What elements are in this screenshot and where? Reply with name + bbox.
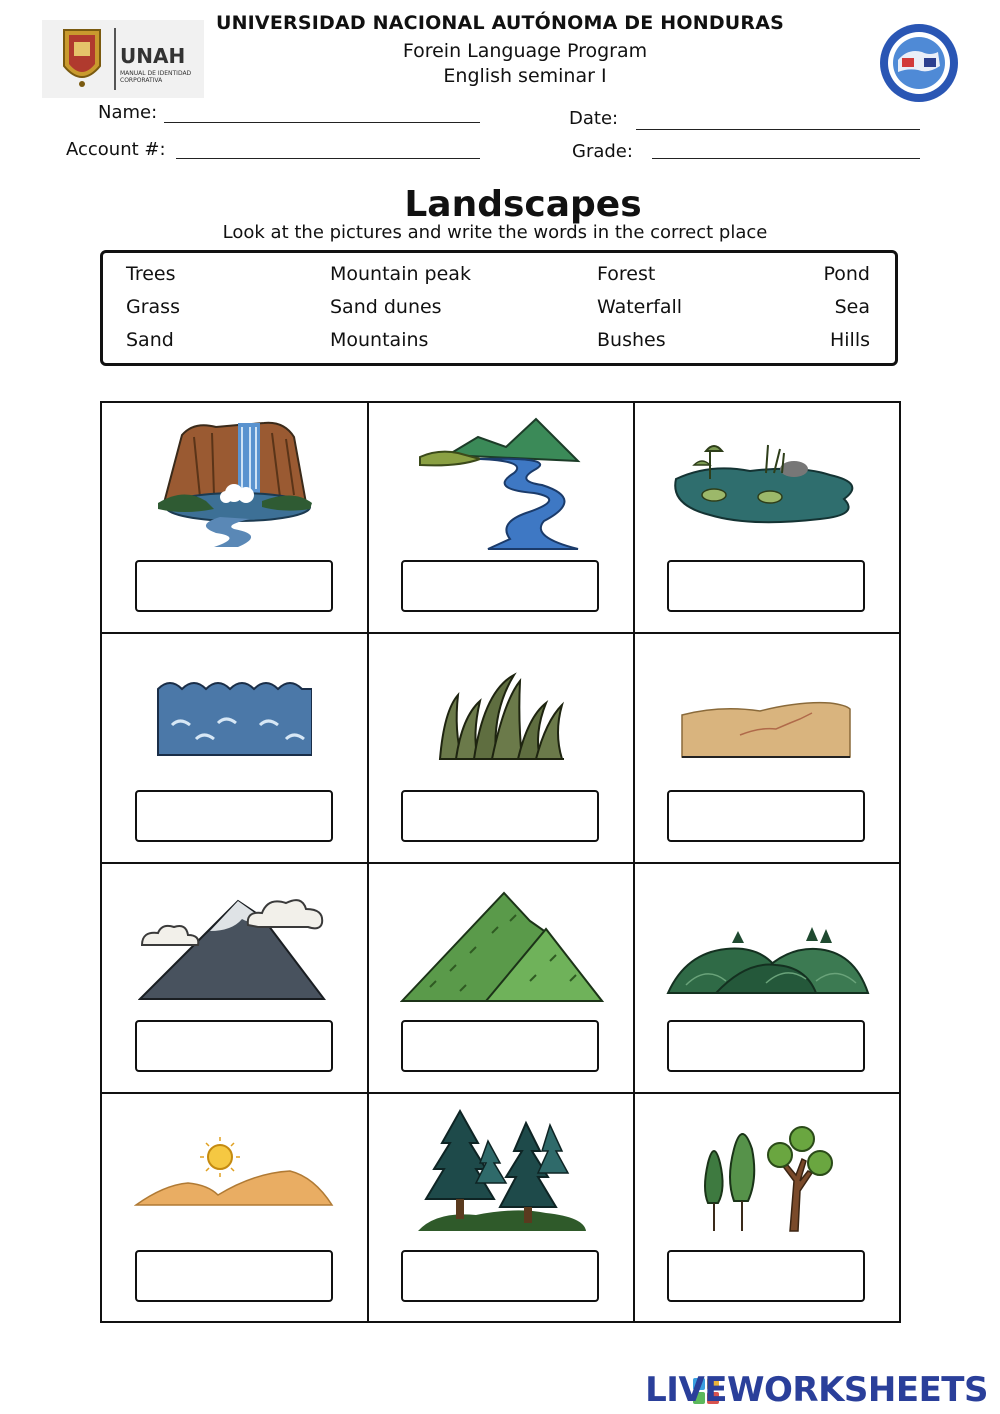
mountain-peak-picture	[138, 891, 328, 1003]
word-pond[interactable]: Pond	[823, 263, 870, 285]
word-sand[interactable]: Sand	[126, 329, 174, 351]
mountains-picture	[400, 891, 604, 1003]
grade-label: Grade:	[572, 141, 633, 162]
name-label: Name:	[98, 102, 158, 123]
answer-box-7[interactable]	[135, 1020, 333, 1072]
word-sand-dunes[interactable]: Sand dunes	[330, 296, 442, 318]
word-bushes[interactable]: Bushes	[597, 329, 666, 351]
grade-field[interactable]	[652, 158, 920, 159]
word-trees[interactable]: Trees	[126, 263, 176, 285]
word-bank	[100, 250, 898, 366]
bushes-picture	[666, 921, 870, 995]
answer-box-1[interactable]	[135, 560, 333, 612]
word-grass[interactable]: Grass	[126, 296, 180, 318]
grass-picture	[438, 671, 566, 761]
sand-picture	[680, 699, 852, 759]
date-field[interactable]	[636, 129, 920, 130]
forest-picture	[416, 1107, 588, 1233]
river-picture	[418, 415, 588, 551]
grid-divider	[102, 632, 899, 634]
answer-box-8[interactable]	[401, 1020, 599, 1072]
answer-box-9[interactable]	[667, 1020, 865, 1072]
answer-box-10[interactable]	[135, 1250, 333, 1302]
word-forest[interactable]: Forest	[597, 263, 656, 285]
pond-picture	[670, 435, 860, 525]
account-field[interactable]	[176, 158, 480, 159]
name-field[interactable]	[164, 122, 480, 123]
logo-text: UNAH	[120, 44, 186, 68]
answer-box-4[interactable]	[135, 790, 333, 842]
worksheet-instructions: Look at the pictures and write the words in the correct place	[222, 222, 768, 243]
logo-subtext: MANUAL DE IDENTIDAD CORPORATIVA	[120, 70, 192, 84]
course-name: English seminar I	[443, 65, 607, 87]
program-name: Forein Language Program	[402, 40, 648, 62]
university-name: UNIVERSIDAD NACIONAL AUTÓNOMA DE HONDURAS	[215, 12, 785, 34]
foreign-languages-seal-icon	[878, 22, 960, 104]
answer-box-6[interactable]	[667, 790, 865, 842]
date-label: Date:	[569, 108, 619, 129]
account-label: Account #:	[66, 139, 166, 160]
sand-dunes-picture	[134, 1133, 334, 1209]
waterfall-picture	[154, 417, 314, 549]
answer-box-2[interactable]	[401, 560, 599, 612]
trees-picture	[698, 1119, 834, 1237]
answer-box-12[interactable]	[667, 1250, 865, 1302]
word-mountain-peak[interactable]: Mountain peak	[330, 263, 471, 285]
grid-divider	[102, 862, 899, 864]
answer-box-11[interactable]	[401, 1250, 599, 1302]
word-sea[interactable]: Sea	[834, 296, 870, 318]
word-mountains[interactable]: Mountains	[330, 329, 429, 351]
word-waterfall[interactable]: Waterfall	[597, 296, 683, 318]
liveworksheets-brand[interactable]: LIVEWORKSHEETS	[645, 1370, 988, 1410]
answer-box-5[interactable]	[401, 790, 599, 842]
worksheet-title: Landscapes	[404, 184, 642, 225]
picture-grid	[100, 401, 901, 1323]
word-hills[interactable]: Hills	[829, 329, 870, 351]
sea-picture	[156, 681, 312, 759]
grid-divider	[102, 1092, 899, 1094]
answer-box-3[interactable]	[667, 560, 865, 612]
